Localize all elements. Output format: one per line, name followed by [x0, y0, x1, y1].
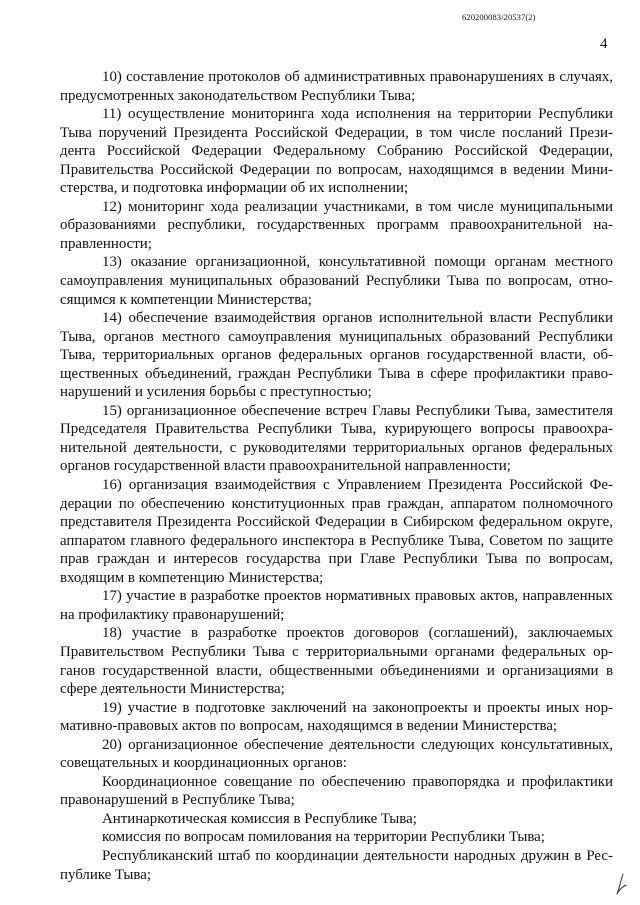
paragraph-item-16: 16) организация взаимодействия с Управлением Президента Российской Федерации по обеспечению конституционных прав граждан, аппаратом полномочного представителя Президента Российской Федерации в Сибирском федеральном округе, аппаратом главного федерального инспектора в Республике Тыва, Советом по защите прав граждан и интересов государства при Главе Республики Тыва по вопросам, входящим в компетенцию Министерства; — [60, 477, 613, 586]
document-code: 620200083/20537(2) — [462, 12, 536, 22]
body-volunteer-patrol-hq: Республиканский штаб по координации деятельности народных дружин в Республике Тыва; — [60, 847, 613, 883]
document-body — [60, 68, 613, 884]
body-pardon-commission: комиссия по вопросам помилования на территории Республики Тыва; — [102, 829, 545, 846]
paragraph-item-17: 17) участие в разработке проектов нормативных правовых актов, направленных на профилактику правонарушений; — [60, 588, 613, 623]
paragraph-item-15: 15) организационное обеспечение встреч Главы Республики Тыва, заместителя Председателя Правительства Республики Тыва, курирующего вопросы правоохранительной деятельности, с руководителями территориальных органов федеральных органов государственной власти правоохранительной направленности; — [60, 402, 613, 475]
handwritten-mark — [612, 872, 630, 898]
paragraph-item-19: 19) участие в подготовке заключений на законопроекты и проекты иных нормативно-правовых актов по вопросам, находящимся в ведении Министерства; — [60, 699, 613, 735]
body-coordination-meeting: Координационное совещание по обеспечению правопорядка и профилактики правонарушений в Республике Тыва; — [60, 773, 613, 809]
paragraph-item-11: 11) осуществление мониторинга хода исполнения на территории Республики Тыва поручений Президента Российской Федерации, в том числе посланий Президента Российской Федерации Федеральному Собранию Российской Федерации, Правительства Российской Федерации по вопросам, находящимся в ведении Министерства, и подготовка информации об их исполнении; — [60, 106, 613, 197]
paragraph-item-14: 14) обеспечение взаимодействия органов исполнительной власти Республики Тыва, органов местного самоуправления муниципальных образований Республики Тыва, территориальных органов федеральных органов государственной власти, общественных объединений, граждан Республики Тыва в сфере профилактики правонарушений и усиления борьбы с преступностью; — [60, 310, 613, 401]
paragraph-item-18: 18) участие в разработке проектов договоров (соглашений), заключаемых Правительством Республики Тыва с территориальными органами федеральных органов государственной власти, общественными объединениями и организациями в сфере деятельности Министерства; — [60, 625, 613, 698]
paragraph-item-13: 13) оказание организационной, консультативной помощи органам местного самоуправления муниципальных образований Республики Тыва по вопросам, относящимся к компетенции Министерства; — [60, 254, 613, 308]
page-number: 4 — [600, 36, 608, 52]
paragraph-item-20: 20) организационное обеспечение деятельности следующих консультативных, совещательных и координационных органов: — [60, 736, 613, 772]
body-antinarcotic-commission: Антинаркотическая комиссия в Республике Тыва; — [102, 810, 417, 827]
paragraph-item-12: 12) мониторинг хода реализации участниками, в том числе муниципальными образованиями республики, государственных программ правоохранительной направленности; — [60, 198, 613, 252]
paragraph-item-10: 10) составление протоколов об административных правонарушениях в случаях, предусмотренных законодательством Республики Тыва; — [60, 69, 613, 104]
